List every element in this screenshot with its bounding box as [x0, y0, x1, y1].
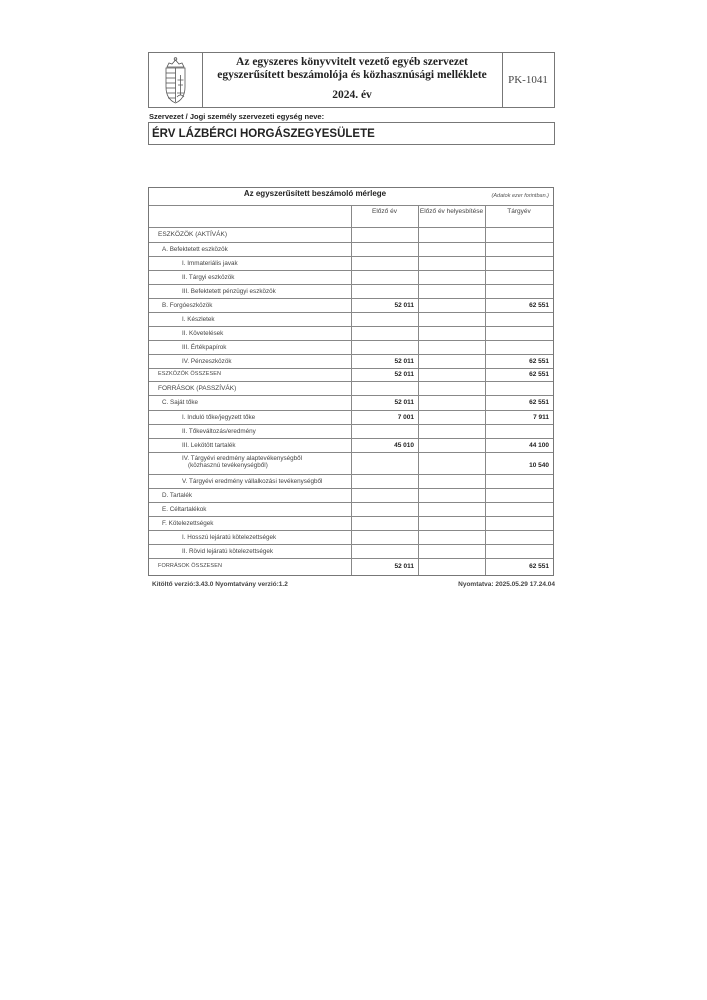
row-divider [149, 474, 553, 475]
row-label: ESZKÖZÖK (AKTÍVÁK) [158, 231, 227, 238]
row-label: ESZKÖZÖK ÖSSZESEN [158, 371, 222, 377]
footer-printed: Nyomtatva: 2025.05.29 17.24.04 [458, 581, 555, 588]
column-divider [485, 205, 486, 575]
unit-note: (Adatok ezer forintban.) [491, 193, 549, 199]
balance-sheet-table [148, 187, 554, 576]
row-label: I. Hosszú lejáratú kötelezettségek [182, 534, 277, 541]
row-label: IV. Tárgyévi eredmény alaptevékenységből [182, 455, 303, 462]
row-divider [149, 558, 553, 559]
cell-curr: 62 551 [529, 358, 549, 365]
row-divider [149, 452, 553, 453]
column-header-current-year: Tárgyév [507, 208, 531, 215]
row-label: I. Immateriális javak [182, 260, 238, 267]
row-divider [149, 340, 553, 341]
cell-curr: 62 551 [529, 563, 549, 570]
row-label: FORRÁSOK ÖSSZESEN [158, 563, 223, 569]
cell-curr: 62 551 [529, 371, 549, 378]
report-year: 2024. év [332, 89, 372, 101]
row-label: III. Értékpapírok [182, 344, 227, 351]
row-divider [149, 368, 553, 369]
cell-prev: 52 011 [394, 399, 414, 406]
row-divider [149, 242, 553, 243]
row-label: II. Rövid lejáratú kötelezettségek [182, 548, 274, 555]
row-label: I. Induló tőke/jegyzett tőke [182, 414, 256, 421]
row-label: II. Tárgyi eszközök [182, 274, 235, 281]
cell-curr: 44 100 [529, 442, 549, 449]
row-divider [149, 256, 553, 257]
row-divider [149, 424, 553, 425]
cell-prev: 52 011 [394, 358, 414, 365]
row-divider [149, 530, 553, 531]
row-divider [149, 381, 553, 382]
cell-curr: 10 540 [529, 462, 549, 469]
row-label: III. Befektetett pénzügyi eszközök [182, 288, 276, 295]
row-label: D. Tartalék [162, 492, 192, 499]
cell-prev: 45 010 [394, 442, 414, 449]
row-label: C. Saját tőke [162, 399, 199, 406]
column-divider [351, 205, 352, 575]
row-label-continued: (közhasznú tevékenységből) [188, 462, 268, 469]
table-title: Az egyszerűsített beszámoló mérlege [243, 189, 387, 198]
column-header-previous-year: Előző év [372, 208, 397, 215]
row-label: A. Befektetett eszközök [162, 246, 228, 253]
row-divider [149, 410, 553, 411]
form-title [202, 53, 503, 107]
organization-name: ÉRV LÁZBÉRCI HORGÁSZEGYESÜLETE [148, 122, 555, 145]
footer-version: Kitöltő verzió:3.43.0 Nyomtatvány verzió:1.2 [152, 581, 288, 588]
row-divider [149, 488, 553, 489]
row-label: V. Tárgyévi eredmény vállalkozási tevékenységből [182, 478, 323, 485]
row-label: FORRÁSOK (PASSZÍVÁK) [158, 385, 237, 392]
row-label: IV. Pénzeszközök [182, 358, 232, 365]
row-label: E. Céltartalékok [162, 506, 207, 513]
cell-curr: 62 551 [529, 302, 549, 309]
column-divider [418, 205, 419, 575]
cell-prev: 52 011 [394, 563, 414, 570]
form-code: PK-1041 [508, 74, 548, 86]
row-divider [149, 438, 553, 439]
row-divider [149, 516, 553, 517]
cell-prev: 7 001 [397, 414, 414, 421]
row-label: B. Forgóeszközök [162, 302, 213, 309]
cell-curr: 7 911 [533, 414, 549, 421]
hungarian-coat-of-arms-icon [149, 53, 203, 107]
form-header [148, 52, 555, 108]
organization-label: Szervezet / Jogi személy szervezeti egység neve: [149, 112, 325, 121]
cell-prev: 52 011 [394, 371, 414, 378]
row-divider [149, 312, 553, 313]
title-line-1: Az egyszeres könyvvitelt vezető egyéb szervezet [236, 56, 468, 68]
column-header-previous-year-correction: Előző év helyesbítése [419, 208, 484, 215]
row-divider [149, 502, 553, 503]
row-label: I. Készletek [182, 316, 215, 323]
cell-curr: 62 551 [529, 399, 549, 406]
cell-prev: 52 011 [394, 302, 414, 309]
row-label: III. Lekötött tartalék [182, 442, 236, 449]
row-divider [149, 298, 553, 299]
row-divider [149, 270, 553, 271]
row-label: F. Kötelezettségek [162, 520, 214, 527]
row-label: II. Tőkeváltozás/eredmény [182, 428, 256, 435]
title-line-2: egyszerűsített beszámolója és közhasznúsági melléklete [217, 69, 487, 81]
row-label: II. Követelések [182, 330, 224, 337]
row-divider [149, 284, 553, 285]
row-divider [149, 544, 553, 545]
row-divider [149, 326, 553, 327]
row-divider [149, 354, 553, 355]
row-divider [149, 395, 553, 396]
